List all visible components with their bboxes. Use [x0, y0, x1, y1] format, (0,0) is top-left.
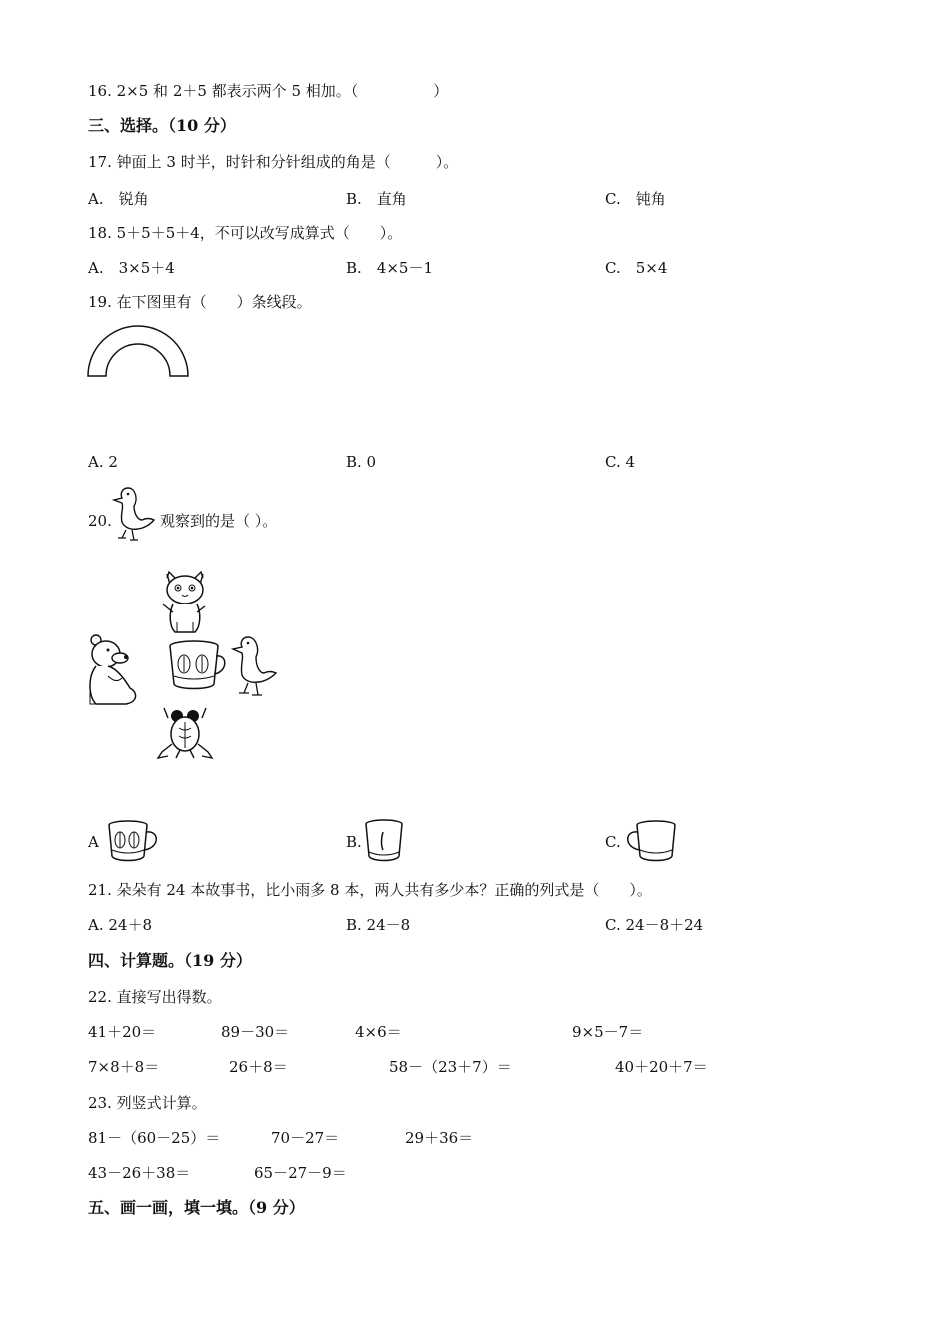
q22-item: 58－（23＋7）＝: [389, 1058, 512, 1076]
q22-item: 26＋8＝: [229, 1058, 288, 1076]
frog-icon: [156, 704, 214, 762]
question-21: 21. 朵朵有 24 本故事书，比小雨多 8 本，两人共有多少本？正确的列式是（ ）。: [88, 881, 652, 899]
question-16: 16. 2×5 和 2＋5 都表示两个 5 相加。（ ）: [88, 82, 449, 100]
q18-option-a[interactable]: A. 3×5＋4: [88, 259, 175, 277]
q20-option-c[interactable]: C.: [605, 833, 621, 851]
mug-back-icon: [624, 818, 680, 864]
duck-icon: [110, 484, 160, 544]
q22-item: 9×5－7＝: [572, 1023, 644, 1041]
q23-item: 81－（60－25）＝: [88, 1129, 221, 1147]
q23-item: 70－27＝: [271, 1129, 340, 1147]
q19-option-b[interactable]: B. 0: [346, 453, 377, 471]
q21-option-a[interactable]: A. 24＋8: [88, 916, 152, 934]
question-23: 23. 列竖式计算。: [88, 1094, 207, 1112]
question-19: 19. 在下图里有（ ）条线段。: [88, 293, 312, 311]
question-17: 17. 钟面上 3 时半，时针和分针组成的角是（ ）。: [88, 153, 459, 171]
arch-figure: [86, 324, 192, 380]
question-22: 22. 直接写出得数。: [88, 988, 222, 1006]
q22-item: 89－30＝: [221, 1023, 290, 1041]
q17-option-b[interactable]: B. 直角: [346, 190, 407, 208]
mug-center-icon: [166, 638, 228, 692]
q22-item: 4×6＝: [355, 1023, 402, 1041]
q21-option-c[interactable]: C. 24－8＋24: [605, 916, 704, 934]
mug-side-icon: [364, 818, 408, 864]
q22-item: 41＋20＝: [88, 1023, 157, 1041]
section-3-heading: 三、选择。（10 分）: [88, 116, 236, 135]
q21-option-b[interactable]: B. 24－8: [346, 916, 411, 934]
section-5-heading: 五、画一画，填一填。（9 分）: [88, 1198, 305, 1217]
q18-option-c[interactable]: C. 5×4: [605, 259, 668, 277]
question-20-number: 20.: [88, 512, 112, 530]
question-18: 18. 5＋5＋5＋4，不可以改写成算式（ ）。: [88, 224, 403, 242]
q17-option-a[interactable]: A. 锐角: [88, 190, 149, 208]
q22-item: 40＋20＋7＝: [615, 1058, 708, 1076]
duck-right-icon: [230, 633, 280, 699]
q23-item: 43－26＋38＝: [88, 1164, 191, 1182]
q18-option-b[interactable]: B. 4×5－1: [346, 259, 433, 277]
q23-item: 65－27－9＝: [254, 1164, 347, 1182]
question-20-text: 观察到的是（ ）。: [160, 512, 278, 530]
q20-option-b[interactable]: B.: [346, 833, 362, 851]
q19-option-c[interactable]: C. 4: [605, 453, 636, 471]
q23-item: 29＋36＝: [405, 1129, 474, 1147]
q19-option-a[interactable]: A. 2: [88, 453, 118, 471]
bear-icon: [86, 632, 142, 710]
mug-front-icon: [106, 818, 160, 864]
q20-option-a[interactable]: A: [88, 833, 99, 851]
q22-item: 7×8＋8＝: [88, 1058, 160, 1076]
q17-option-c[interactable]: C. 钝角: [605, 190, 666, 208]
cat-icon: [155, 568, 215, 636]
section-4-heading: 四、计算题。（19 分）: [88, 951, 252, 970]
